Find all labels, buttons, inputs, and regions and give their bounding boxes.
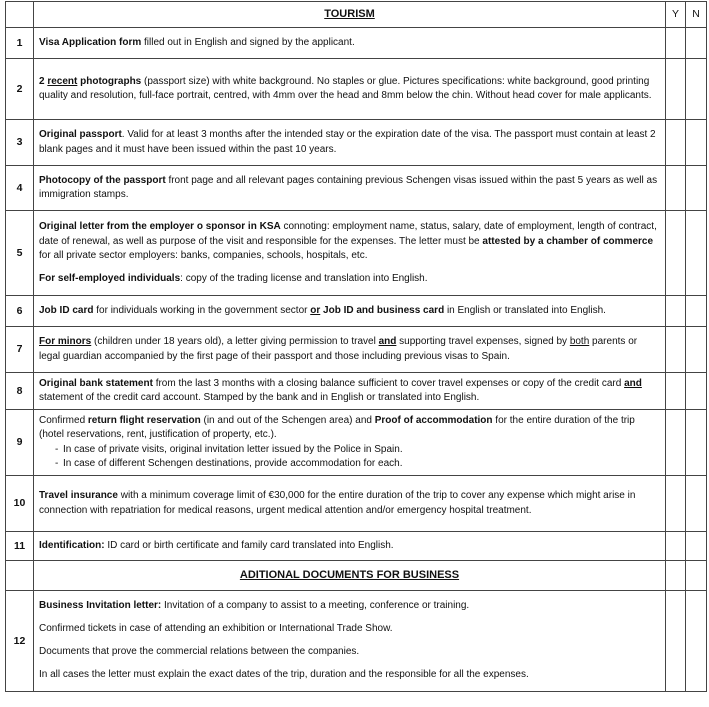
- item-title-2: Proof of accommodation: [374, 414, 493, 426]
- item-text: filled out in English and signed by the applicant.: [141, 36, 355, 48]
- no-checkbox-cell[interactable]: [686, 532, 707, 561]
- item-emphasis-underlined: and: [378, 336, 397, 347]
- item-title-underlined: recent: [47, 75, 78, 87]
- item-text-3: parents or legal guardian accompanied by the first page of their passport and those including previous visas to Spain.: [39, 336, 638, 362]
- item-title-prefix: 2: [39, 75, 48, 87]
- yes-checkbox-cell[interactable]: [666, 410, 686, 476]
- item-title: Original passport: [39, 129, 122, 140]
- item-subtext: : copy of the trading license and translation into English.: [180, 272, 428, 284]
- yes-checkbox-cell[interactable]: [666, 532, 686, 561]
- no-checkbox-cell[interactable]: [686, 591, 707, 692]
- no-checkbox-cell[interactable]: [686, 59, 707, 120]
- item-text: connoting: employment name, status, salary, date of employment, length of contract, date of renewal, as well as purpose of the visit and responsible for the expenses. The letter must be: [39, 221, 657, 247]
- section-title-tourism: TOURISM: [34, 2, 666, 28]
- yes-checkbox-cell[interactable]: [666, 59, 686, 120]
- row-number: 8: [6, 373, 34, 410]
- row-number: 12: [6, 591, 34, 692]
- header-num-cell: [6, 2, 34, 28]
- yes-column-header: Y: [666, 2, 686, 28]
- no-checkbox-cell[interactable]: [686, 28, 707, 59]
- item-text-2: supporting travel expenses, signed by: [396, 336, 570, 347]
- item-text-2: statement of the credit card account. Stamped by the bank and in English or translated into English.: [39, 392, 480, 403]
- item-title: Visa Application form: [39, 36, 142, 48]
- item-title-underlined: For minors: [39, 336, 92, 347]
- item-title: Original letter from the employer o sponsor in KSA: [39, 221, 281, 232]
- row-number: 3: [6, 120, 34, 166]
- item-emphasis-underlined: and: [624, 377, 642, 389]
- no-checkbox-cell[interactable]: [686, 211, 707, 296]
- no-checkbox-cell[interactable]: [686, 373, 707, 410]
- item-text-2: for all private sector employers: banks, companies, schools, hospitals, etc.: [39, 250, 368, 261]
- item-text: . Valid for at least 3 months after the intended stay or the expiration date of the visa. The passport must contain at least 2 blank pages and it must have been issued within the past 10 years.: [39, 129, 656, 155]
- item-text: (children under 18 years old), a letter giving permission to travel: [91, 336, 379, 347]
- bullet-item: - In case of private visits, original invitation letter issued by the Police in Spain.: [39, 443, 659, 458]
- item-title: Travel insurance: [39, 490, 118, 501]
- row-description: [34, 476, 666, 532]
- row-number: 1: [6, 28, 34, 59]
- table-row: [6, 591, 707, 692]
- section-no-cell: [686, 561, 707, 591]
- item-emphasis: attested by a chamber of commerce: [482, 235, 654, 247]
- row-description: [34, 410, 666, 476]
- yes-checkbox-cell[interactable]: [666, 591, 686, 692]
- yes-checkbox-cell[interactable]: [666, 373, 686, 410]
- row-description: [34, 327, 666, 373]
- no-checkbox-cell[interactable]: [686, 476, 707, 532]
- table-row: [6, 410, 707, 476]
- row-number: 7: [6, 327, 34, 373]
- item-title: return flight reservation: [87, 414, 201, 426]
- item-text: with a minimum coverage limit of €30,000 for the entire duration of the trip to cover any expense which might arise in connection with repatriation for medical reasons, urgent medical attention and/or emergency hospital treatment.: [39, 490, 636, 516]
- item-title: photographs: [77, 75, 142, 87]
- item-text: front page and all relevant pages containing previous Schengen visas issued within the past 5 years as well as immigration stamps.: [39, 174, 658, 200]
- table-row: [6, 211, 707, 296]
- table-row: [6, 120, 707, 166]
- no-checkbox-cell[interactable]: [686, 296, 707, 327]
- item-title: Original bank statement: [39, 377, 153, 389]
- yes-checkbox-cell[interactable]: [666, 166, 686, 211]
- no-checkbox-cell[interactable]: [686, 410, 707, 476]
- row-description: [34, 373, 666, 410]
- row-description: [34, 166, 666, 211]
- row-number: 2: [6, 59, 34, 120]
- no-column-header: N: [686, 2, 707, 28]
- item-text: (passport size) with white background. No staples or glue. Pictures specifications: white background, good printing quality and resolution, full-face portrait, centred, with 4mm over the head and 8mm below the chin. Without head cover for male applicants.: [39, 75, 652, 101]
- item-text: (in and out of the Schengen area) and: [200, 414, 375, 426]
- item-emphasis-underlined: or: [310, 304, 321, 316]
- table-row: [6, 296, 707, 327]
- item-title: Business Invitation letter:: [39, 600, 162, 612]
- section-title-business: ADITIONAL DOCUMENTS FOR BUSINESS: [34, 561, 666, 591]
- bullet-item: - In case of different Schengen destinations, provide accommodation for each.: [39, 457, 659, 472]
- item-line: In all cases the letter must explain the exact dates of the trip, duration and the responsible for all the expenses.: [39, 669, 529, 681]
- item-line: Confirmed tickets in case of attending an exhibition or International Trade Show.: [39, 623, 393, 635]
- yes-checkbox-cell[interactable]: [666, 28, 686, 59]
- table-row: [6, 327, 707, 373]
- row-number: 10: [6, 476, 34, 532]
- item-line: Documents that prove the commercial relations between the companies.: [39, 646, 360, 658]
- row-description: [34, 120, 666, 166]
- yes-checkbox-cell[interactable]: [666, 120, 686, 166]
- yes-checkbox-cell[interactable]: [666, 296, 686, 327]
- row-description: [34, 211, 666, 296]
- table-row: [6, 476, 707, 532]
- item-title: Job ID card: [39, 304, 94, 316]
- section-yes-cell: [666, 561, 686, 591]
- requirements-table: [5, 1, 707, 692]
- item-text-2: for the entire duration of the trip (hotel reservations, rent, justification of property, etc.).: [39, 414, 635, 440]
- item-subtitle: For self-employed individuals: [39, 272, 181, 284]
- no-checkbox-cell[interactable]: [686, 120, 707, 166]
- yes-checkbox-cell[interactable]: [666, 476, 686, 532]
- item-text: ID card or birth certificate and family card translated into English.: [104, 539, 394, 551]
- row-description: [34, 296, 666, 327]
- item-title-2: Job ID and business card: [320, 304, 445, 316]
- row-description: [34, 28, 666, 59]
- table-row: [6, 373, 707, 410]
- row-number: 11: [6, 532, 34, 561]
- table-row: [6, 28, 707, 59]
- yes-checkbox-cell[interactable]: [666, 327, 686, 373]
- row-number: 6: [6, 296, 34, 327]
- section-header-row: [6, 561, 707, 591]
- item-text-prefix: Confirmed: [39, 414, 88, 426]
- item-title: Identification:: [39, 539, 105, 551]
- table-row: [6, 59, 707, 120]
- section-num-cell: [6, 561, 34, 591]
- row-description: [34, 59, 666, 120]
- row-description: [34, 532, 666, 561]
- item-text: from the last 3 months with a closing balance sufficient to cover travel expenses or copy of the credit card: [152, 377, 625, 389]
- row-number: 4: [6, 166, 34, 211]
- header-row: [6, 2, 707, 28]
- item-title: Photocopy of the passport: [39, 174, 166, 186]
- item-text: Invitation of a company to assist to a meeting, conference or training.: [161, 600, 470, 612]
- table-row: [6, 532, 707, 561]
- yes-checkbox-cell[interactable]: [666, 211, 686, 296]
- item-text: for individuals working in the government sector: [93, 304, 311, 316]
- no-checkbox-cell[interactable]: [686, 327, 707, 373]
- item-text-2: in English or translated into English.: [444, 304, 606, 316]
- row-number: 5: [6, 211, 34, 296]
- no-checkbox-cell[interactable]: [686, 166, 707, 211]
- table-row: [6, 166, 707, 211]
- item-underlined: both: [569, 336, 590, 347]
- row-number: 9: [6, 410, 34, 476]
- row-description: [34, 591, 666, 692]
